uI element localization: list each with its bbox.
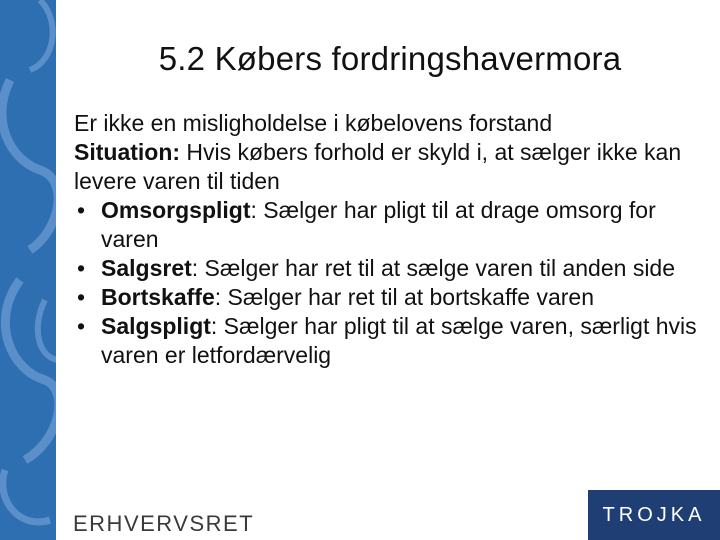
list-item [74, 196, 704, 254]
list-item [74, 283, 704, 312]
bullet-icon: • [77, 197, 86, 223]
logo-text: TROJKA [602, 503, 706, 526]
bullet-icon: • [77, 284, 86, 310]
list-item [74, 312, 704, 370]
bullet-list [74, 196, 704, 370]
situation-paragraph [74, 138, 704, 196]
bullet-text: : Sælger har ret til at bortskaffe varen [214, 284, 595, 310]
side-decoration-strip [0, 0, 56, 540]
bullet-term: Bortskaffe [101, 284, 215, 310]
slide-body [74, 109, 704, 370]
bullet-text: : Sælger har ret til at sælge varen til anden side [191, 255, 676, 281]
bullet-text: : Sælger har pligt til at sælge varen, særligt hvis varen er letfordærvelig [101, 313, 697, 368]
bullet-icon: • [77, 255, 86, 281]
paragraph-symbol-decoration [0, 0, 56, 540]
situation-label: Situation: [74, 139, 181, 165]
bullet-term: Salgsret [101, 255, 192, 281]
situation-text: Hvis købers forhold er skyld i, at sælger ikke kan levere varen til tiden [74, 139, 682, 194]
list-item [74, 254, 704, 283]
bullet-icon: • [77, 313, 86, 339]
trojka-logo [588, 490, 720, 540]
bullet-term: Salgspligt [101, 313, 211, 339]
footer-brand: ERHVERVSRET [73, 511, 255, 536]
bullet-term: Omsorgspligt [101, 197, 251, 223]
slide-title: 5.2 Købers fordringshavermora [158, 40, 622, 77]
bullet-text: : Sælger har pligt til at drage omsorg for varen [101, 197, 656, 252]
intro-line: Er ikke en misligholdelse i købelovens forstand [74, 110, 553, 136]
